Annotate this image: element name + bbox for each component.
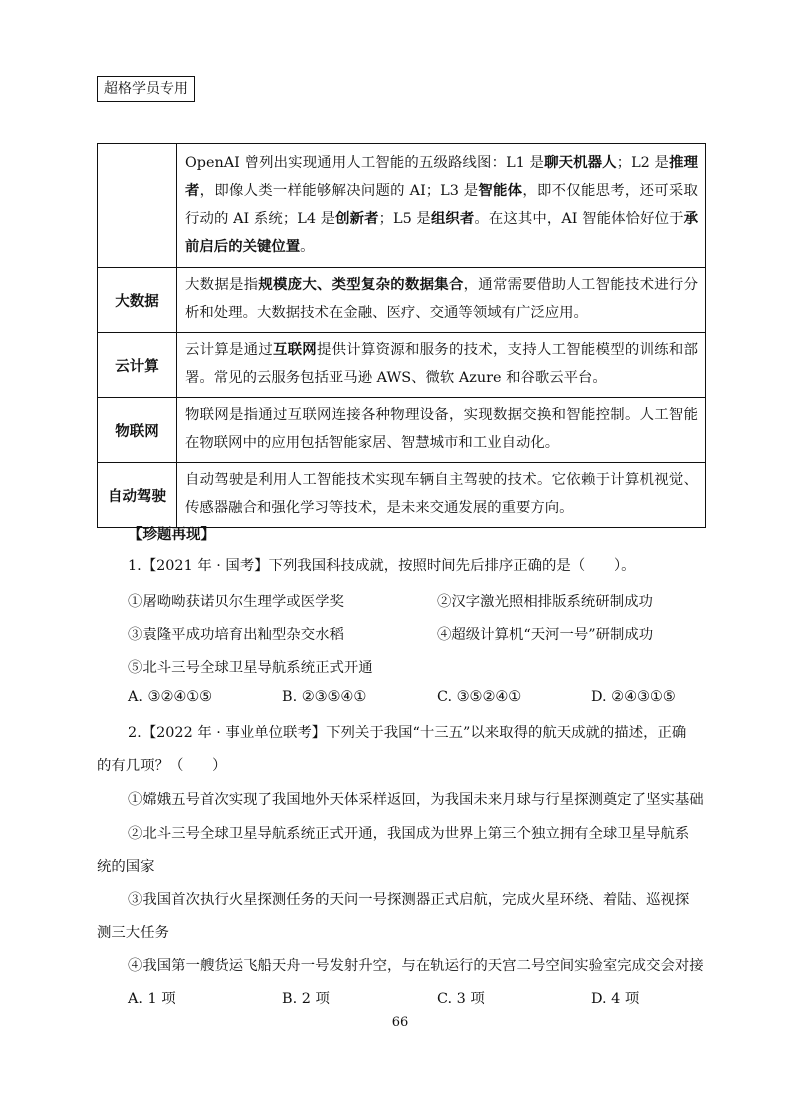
question-2-item-cont: 统的国家	[97, 859, 155, 875]
question-2-option-c: C. 3 项	[437, 991, 485, 1007]
question-2-option-b: B. 2 项	[282, 991, 330, 1007]
question-1-option-d: D. ②④③①⑤	[591, 689, 676, 705]
glossary-table	[97, 143, 706, 528]
definition-cell: 大数据是指规模庞大、类型复杂的数据集合，通常需要借助人工智能技术进行分析和处理。大数据技术在金融、医疗、交通等领域有广泛应用。	[177, 268, 706, 333]
term-cell: 大数据	[98, 268, 177, 333]
question-1-option-b: B. ②③⑤④①	[282, 689, 367, 705]
question-1-item: ②汉字激光照相排版系统研制成功	[437, 594, 653, 610]
question-2-item: ④我国第一艘货运飞船天舟一号发射升空，与在轨运行的天宫二号空间实验室完成交会对接	[128, 958, 704, 974]
question-2-option-a: A. 1 项	[128, 991, 176, 1007]
table-row	[98, 398, 706, 463]
question-1-item: ④超级计算机“天河一号”研制成功	[437, 627, 654, 643]
table-row	[98, 463, 706, 528]
question-2-stem: 2.【2022 年 · 事业单位联考】下列关于我国“十三五”以来取得的航天成就的描述，正确	[128, 725, 687, 741]
question-2-option-d: D. 4 项	[591, 991, 640, 1007]
question-2-item-cont: 测三大任务	[97, 925, 169, 941]
student-only-stamp: 超格学员专用	[97, 76, 195, 102]
page-number: 66	[391, 1015, 409, 1030]
term-cell: 云计算	[98, 333, 177, 398]
table-row	[98, 333, 706, 398]
question-2-item: ②北斗三号全球卫星导航系统正式开通，我国成为世界上第三个独立拥有全球卫星导航系	[128, 826, 690, 842]
question-1-item: ③袁隆平成功培育出籼型杂交水稻	[128, 627, 344, 643]
term-cell: 自动驾驶	[98, 463, 177, 528]
term-cell: 物联网	[98, 398, 177, 463]
section-title: 【珍题再现】	[128, 527, 215, 543]
term-cell	[98, 144, 177, 268]
question-2-stem-cont: 的有几项？（ ）	[97, 758, 227, 774]
question-2-item: ①嫦娥五号首次实现了我国地外天体采样返回，为我国未来月球与行星探测奠定了坚实基础	[128, 792, 704, 808]
definition-cell: 物联网是指通过互联网连接各种物理设备，实现数据交换和智能控制。人工智能在物联网中的应用包括智能家居、智慧城市和工业自动化。	[177, 398, 706, 463]
question-1-option-c: C. ③⑤②④①	[437, 689, 522, 705]
definition-cell: 自动驾驶是利用人工智能技术实现车辆自主驾驶的技术。它依赖于计算机视觉、传感器融合和强化学习等技术，是未来交通发展的重要方向。	[177, 463, 706, 528]
question-1-item: ⑤北斗三号全球卫星导航系统正式开通	[128, 660, 373, 676]
table-row	[98, 144, 706, 268]
question-1-stem: 1.【2021 年 · 国考】下列我国科技成就，按照时间先后排序正确的是（ ）。	[128, 558, 636, 574]
question-1-item: ①屠呦呦获诺贝尔生理学或医学奖	[128, 594, 344, 610]
question-1-option-a: A. ③②④①⑤	[128, 689, 213, 705]
table-row	[98, 268, 706, 333]
definition-cell: OpenAI 曾列出实现通用人工智能的五级路线图：L1 是聊天机器人；L2 是推理者，即像人类一样能够解决问题的 AI；L3 是智能体，即不仅能思考，还可采取行动的 AI 系统；L4 是创新者；L5 是组织者。在这其中，AI 智能体恰好位于承前启后的关键位置。	[177, 144, 706, 268]
question-2-item: ③我国首次执行火星探测任务的天问一号探测器正式启航，完成火星环绕、着陆、巡视探	[128, 892, 690, 908]
definition-cell: 云计算是通过互联网提供计算资源和服务的技术，支持人工智能模型的训练和部署。常见的云服务包括亚马逊 AWS、微软 Azure 和谷歌云平台。	[177, 333, 706, 398]
